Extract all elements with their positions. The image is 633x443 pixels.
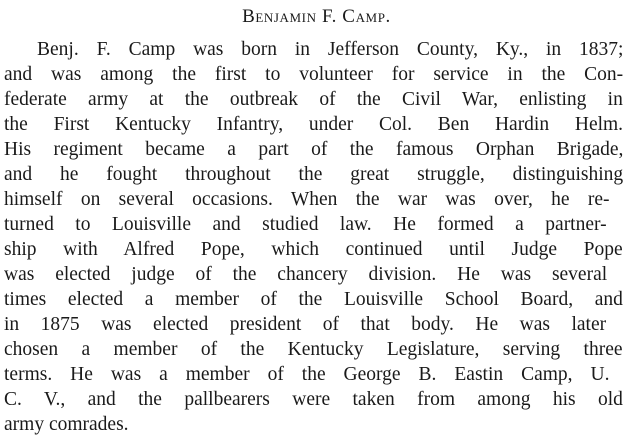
text-line: federate army at the outbreak of the Civil War, enlisting in: [4, 89, 623, 110]
text-line: and was among the first to volunteer for service in the Con-: [4, 64, 624, 85]
text-line: army comrades.: [4, 414, 129, 435]
text-line: times elected a member of the Louisville School Board, and: [4, 289, 623, 310]
article-title: Benjamin F. Camp.: [242, 6, 391, 27]
text-line: in 1875 was elected president of that body. He was later: [4, 314, 607, 335]
text-line: was elected judge of the chancery division. He was several: [4, 264, 608, 285]
text-line: His regiment became a part of the famous Orphan Brigade,: [4, 139, 624, 160]
text-line: chosen a member of the Kentucky Legislature, serving three: [4, 339, 623, 360]
text-line: himself on several occasions. When the war was over, he re-: [4, 189, 610, 210]
text-line: turned to Louisville and studied law. He formed a partner-: [4, 214, 607, 235]
text-line: C. V., and the pallbearers were taken from among his old: [4, 389, 623, 410]
text-line: the First Kentucky Infantry, under Col. Ben Hardin Helm.: [4, 114, 624, 135]
text-line: ship with Alfred Pope, which continued until Judge Pope: [4, 239, 623, 260]
text-line: and he fought throughout the great struggle, distinguishing: [4, 164, 624, 185]
text-line: terms. He was a member of the George B. Eastin Camp, U.: [4, 364, 610, 385]
text-line: Benj. F. Camp was born in Jefferson County, Ky., in 1837;: [37, 39, 624, 60]
